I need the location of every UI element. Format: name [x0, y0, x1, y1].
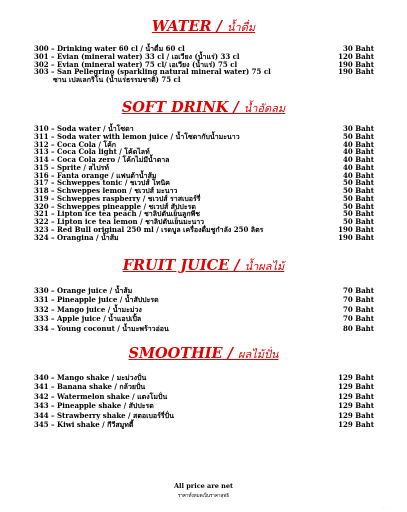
item-name: 330 – Orange juice / น้ำส้ม — [34, 286, 133, 295]
item-name: 319 – Schweppes raspberry / ชเวปส์ ราสเบอร์รี่ — [34, 193, 201, 203]
list-item — [34, 373, 374, 382]
item-price: 50 Baht — [343, 193, 374, 203]
item-subtitle: ซาน เปลเลกริโน (น้ำแร่ธรรมชาติ) 75 cl — [53, 74, 181, 84]
section-heading-water — [0, 16, 407, 36]
heading-english: WATER / — [151, 18, 227, 35]
item-name: 322 – Lipton ice tea lemon / ชาลิปตันเย็นมะนาว — [34, 217, 205, 226]
item-name: 345 – Kiwi shake / กีวีสมูทตี้ — [34, 419, 134, 429]
item-name: 332 – Mango juice / น้ำมะม่วง — [34, 304, 142, 314]
item-name: 344 – Strawberry shake / สตอเบอร์รี่ปั่น — [34, 410, 174, 420]
item-name: 316 – Fanta orange / แฟนต้าน้ำส้ม — [34, 170, 157, 180]
heading-english: SOFT DRINK / — [121, 99, 244, 116]
smoothie-list — [34, 373, 374, 429]
item-name: 334 – Young coconut / น้ำมะพร้าวอ่อน — [34, 323, 169, 333]
item-price: 50 Baht — [343, 209, 374, 219]
price-note-thai: ราคาทั้งหมดเป็นราคาสุทธิ — [178, 494, 229, 499]
water-list — [34, 45, 374, 83]
item-name: 333 – Apple juice / น้ำแอปเปิ้ล — [34, 314, 142, 324]
item-price: 70 Baht — [343, 295, 374, 305]
item-price: 70 Baht — [343, 314, 374, 324]
list-item — [34, 314, 374, 323]
item-name: 318 – Schweppes lemon / ชเวปส์ มะนาว — [34, 186, 178, 195]
section-heading-fruit-juice — [0, 255, 407, 275]
heading-english: FRUIT JUICE / — [122, 257, 245, 274]
item-price: 50 Baht — [343, 186, 374, 195]
item-name: 300 – Drinking water 60 cl / น้ำดื่ม 60 cl — [34, 44, 185, 53]
list-item — [34, 68, 374, 83]
section-heading-smoothie — [0, 343, 407, 363]
item-name: 343 – Pineapple shake / สัปปะรด — [34, 401, 154, 411]
page-corner-mark: · · — [382, 505, 387, 511]
heading-thai: น้ำผลไม้ — [244, 260, 285, 273]
price-note — [0, 482, 407, 499]
item-name: 321 – Lipton ice tea peach / ชาลิปตันเย็นลูกพีช — [34, 209, 200, 219]
item-price: 190 Baht — [338, 67, 374, 77]
item-name: 331 – Pineapple juice / น้ำสัปปะรด — [34, 295, 159, 305]
list-item — [34, 234, 374, 242]
item-name: 314 – Coca Cola zero / โค้กไม่มีน้ำตาล — [34, 155, 170, 164]
item-name: 302 – Evian (mineral water) 75 cl/ เอเวียง (น้ำแร่) 75 cl — [34, 59, 238, 69]
item-price: 190 Baht — [338, 59, 374, 69]
heading-english: SMOOTHIE / — [128, 345, 239, 362]
item-name: 323 – Red Bull original 250 ml / เรดบูล เครื่องดื่มชูกำลัง 250 ลิตร — [34, 224, 264, 234]
item-price: 80 Baht — [343, 323, 374, 333]
item-price: 129 Baht — [338, 410, 374, 420]
list-item — [34, 411, 374, 420]
item-price: 190 Baht — [338, 232, 374, 242]
item-price: 50 Baht — [343, 178, 374, 188]
item-price: 40 Baht — [343, 162, 374, 172]
list-item — [34, 401, 374, 410]
item-name: 312 – Coca Cola / โค้ก — [34, 139, 117, 149]
item-price: 50 Baht — [343, 217, 374, 226]
item-price: 129 Baht — [338, 373, 374, 382]
item-price: 190 Baht — [338, 224, 374, 234]
item-price: 40 Baht — [343, 170, 374, 180]
item-name: 324 – Orangina / น้ำส้ม — [34, 232, 119, 242]
item-price: 40 Baht — [343, 139, 374, 149]
item-name: 317 – Schweppes tonic / ชเวปส์ โทนิค — [34, 178, 170, 188]
item-name: 301 – Evian (mineral water) 33 cl / เอเวียง (น้ำแร่) 33 cl — [34, 51, 240, 61]
item-price: 50 Baht — [343, 201, 374, 211]
item-name: 342 – Watermelon shake / แตงโมปั่น — [34, 391, 168, 401]
item-price: 129 Baht — [338, 391, 374, 401]
item-price: 30 Baht — [343, 44, 374, 53]
item-price: 129 Baht — [338, 419, 374, 429]
list-item — [34, 324, 374, 333]
item-name: 310 – Soda water / น้ำโซดา — [34, 124, 134, 133]
item-name: 313 – Coca Cola light / โค้ดไลท์ — [34, 147, 150, 157]
list-item — [34, 420, 374, 429]
list-item — [34, 295, 374, 304]
item-name: 340 – Mango shake / มะม่วงปั่น — [34, 373, 147, 382]
item-price: 40 Baht — [343, 155, 374, 164]
item-name: 311 – Soda water with lemon juice / น้ำโซดากับน้ำมะนาว — [34, 131, 240, 141]
heading-thai: ผลไม้ปั่น — [238, 348, 279, 361]
item-price: 70 Baht — [343, 304, 374, 314]
fruit-juice-list — [34, 286, 374, 333]
list-item — [34, 392, 374, 401]
heading-thai: น้ำอัดลม — [243, 102, 286, 115]
section-heading-soft-drink — [0, 97, 407, 117]
soft-drink-list — [34, 125, 374, 241]
item-name: 320 – Schweppes pineapple / ชเวปส์ สัปปะรด — [34, 201, 196, 211]
item-price: 120 Baht — [338, 51, 374, 61]
item-price: 129 Baht — [338, 401, 374, 411]
item-price: 30 Baht — [343, 124, 374, 133]
heading-thai: น้ำดื่ม — [227, 21, 256, 34]
list-item — [34, 305, 374, 314]
list-item — [34, 286, 374, 295]
list-item — [34, 382, 374, 391]
item-name: 341 – Banana shake / กล้วยปั่น — [34, 382, 146, 392]
item-name: 303 – San Pellegrino (sparkling natural mineral water) 75 cl — [34, 67, 271, 77]
item-price: 50 Baht — [343, 131, 374, 141]
price-note-english: All price are net — [174, 482, 233, 490]
item-name: 315 – Sprite / สไปรท์ — [34, 162, 110, 172]
item-price: 40 Baht — [343, 147, 374, 157]
item-price: 129 Baht — [338, 382, 374, 392]
item-price: 70 Baht — [343, 286, 374, 295]
